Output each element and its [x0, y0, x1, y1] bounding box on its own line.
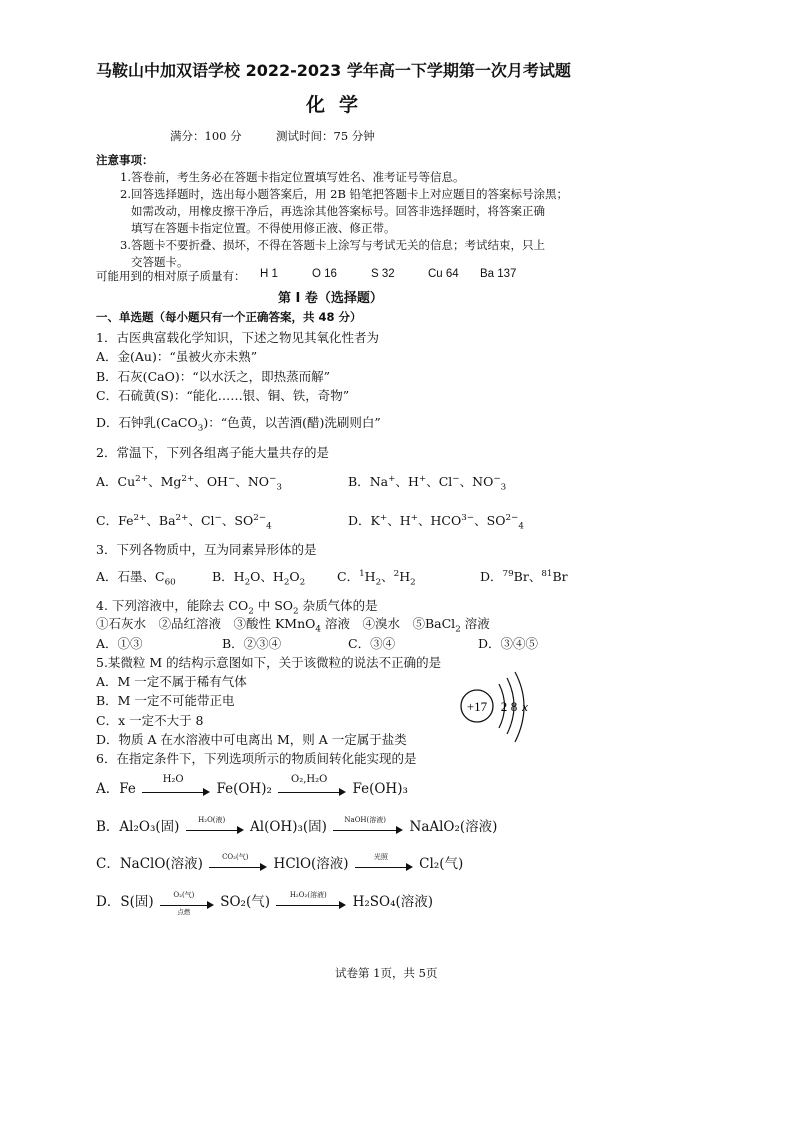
q3-stem: 3．下列各物质中，互为同素异形体的是 [96, 542, 317, 557]
page-footer: 试卷第 1页，共 5页 [335, 966, 438, 980]
q4-option-d: D．③④⑤ [478, 636, 539, 651]
q2-option-c: C．$Fe^{2+}$、$Ba^{2+}$、Cl−、$SO^{2-}_4$ [96, 512, 272, 532]
reaction-arrow: O₂(气) 点燃 [160, 896, 214, 910]
shell-electrons: x [522, 699, 528, 714]
q5-option-c: C．x 一定不大于 8 [96, 713, 204, 728]
q2-stem: 2．常温下，下列各组离子能大量共存的是 [96, 445, 329, 460]
q1-option-a: A．金(Au)：“虽被火亦未熟” [96, 349, 258, 364]
note-line: 如需改动，用橡皮擦干净后，再选涂其他答案标号。回答非选择题时，将答案正确 [131, 204, 545, 218]
q3-option-a: A．石墨、$C_{60}$ [96, 569, 176, 588]
q2-option-a: A．$Cu^{2+}$、$Mg^{2+}$、OH−、$NO^-_3$ [96, 473, 282, 493]
shell-electrons: 2 [500, 699, 508, 714]
q1-option-b: B．石灰(CaO)：“以水沃之，即热蒸而解” [96, 369, 330, 384]
q6-option-b: B．Al₂O₃(固) H₂O(液) Al(OH)₃(固) NaOH(溶液) NaAlO₂(溶液) [96, 815, 498, 835]
atom-structure-diagram [455, 670, 555, 750]
reaction-arrow: H₂O [142, 783, 210, 797]
q3-option-b: B．$H_2O$、$H_2O_2$ [212, 569, 306, 588]
q1-stem: 1．古医典富载化学知识，下述之物见其氧化性者为 [96, 330, 379, 345]
reaction-arrow: 光照 [355, 858, 413, 872]
q4-option-b: B．②③④ [222, 636, 282, 651]
section-title: 第 I 卷（选择题） [278, 291, 383, 306]
shell-electrons: 8 [510, 699, 518, 714]
nucleus-charge: +17 [466, 699, 488, 714]
note-line: 交答题卡。 [131, 255, 189, 269]
atomic-masses-label: 可能用到的相对原子质量有： [96, 269, 246, 283]
reaction-arrow: NaOH(溶液) [333, 821, 403, 835]
q1-option-c: C．石硫黄(S)：“能化……银、铜、铁，奇物” [96, 388, 350, 403]
full-score: 满分：100 分 [170, 129, 242, 143]
q4-stem: 4. 下列溶液中，能除去 $CO_2$ 中 $SO_2$ 杂质气体的是 [96, 598, 378, 617]
q5-option-a: A．M 一定不属于稀有气体 [96, 674, 247, 689]
atomic-mass: Ba 137 [480, 268, 517, 280]
reaction-arrow: O₂,H₂O [278, 783, 346, 797]
q5-stem: 5.某微粒 M 的结构示意图如下，关于该微粒的说法不正确的是 [96, 655, 442, 670]
q6-option-a: A．Fe H₂O Fe(OH)₂ O₂,H₂O Fe(OH)₃ [96, 773, 408, 797]
atomic-mass: Cu 64 [428, 268, 459, 280]
atomic-mass: O 16 [312, 268, 337, 280]
q2-option-b: B．Na+、H+、Cl−、$NO^-_3$ [348, 473, 507, 493]
note-line: 1.答卷前，考生务必在答题卡指定位置填写姓名、准考证号等信息。 [120, 170, 465, 184]
part-heading: 一、单选题（每小题只有一个正确答案，共 48 分） [96, 310, 362, 324]
q1-option-d: D．石钟乳(CaCO$_3$)：“色黄，以苦酒(醋)洗刷则白” [96, 415, 381, 434]
test-time: 测试时间：75 分钟 [276, 129, 375, 143]
notes-heading: 注意事项： [96, 153, 154, 167]
reaction-arrow: H₂O₂(溶液) [276, 896, 346, 910]
subject-title: 化学 [306, 94, 373, 116]
note-line: 3.答题卡不要折叠、损坏，不得在答题卡上涂写与考试无关的信息；考试结束，只上 [120, 238, 545, 252]
q6-stem: 6．在指定条件下，下列选项所示的物质间转化能实现的是 [96, 751, 417, 766]
q5-option-d: D．物质 A 在水溶液中可电离出 M，则 A 一定属于盐类 [96, 732, 407, 747]
q3-option-d: D．$^{79}$Br、$^{81}$Br [480, 568, 568, 584]
reaction-arrow: H₂O(液) [186, 821, 244, 835]
q5-option-b: B．M 一定不可能带正电 [96, 693, 235, 708]
q2-option-d: D．K+、H+、$HCO^{3-}$、$SO^{2-}_4$ [348, 512, 524, 532]
reaction-arrow: CO₂(气) [209, 858, 267, 872]
q6-option-c: C．NaClO(溶液) CO₂(气) HClO(溶液) 光照 Cl₂(气) [96, 852, 464, 872]
atomic-mass: S 32 [371, 268, 395, 280]
q4-option-c: C．③④ [348, 636, 396, 651]
q3-option-c: C．$^1H_2$、$^2H_2$ [337, 568, 416, 588]
exam-title: 马鞍山中加双语学校 2022-2023 学年高一下学期第一次月考试题 [96, 61, 571, 80]
note-line: 2.回答选择题时，选出每小题答案后，用 2B 铅笔把答题卡上对应题目的答案标号涂黑； [120, 187, 569, 201]
note-line: 填写在答题卡指定位置。不得使用修正液、修正带。 [131, 221, 396, 235]
q4-list: ①石灰水 ②品红溶液 ③酸性 KMnO$_4$ 溶液 ④溴水 ⑤BaCl$_2$ 溶液 [96, 616, 490, 635]
q6-option-d: D．S(固) O₂(气) 点燃 SO₂(气) H₂O₂(溶液) H₂SO₄(溶液) [96, 890, 434, 916]
atomic-mass: H 1 [260, 268, 278, 280]
q4-option-a: A．①③ [96, 636, 143, 651]
